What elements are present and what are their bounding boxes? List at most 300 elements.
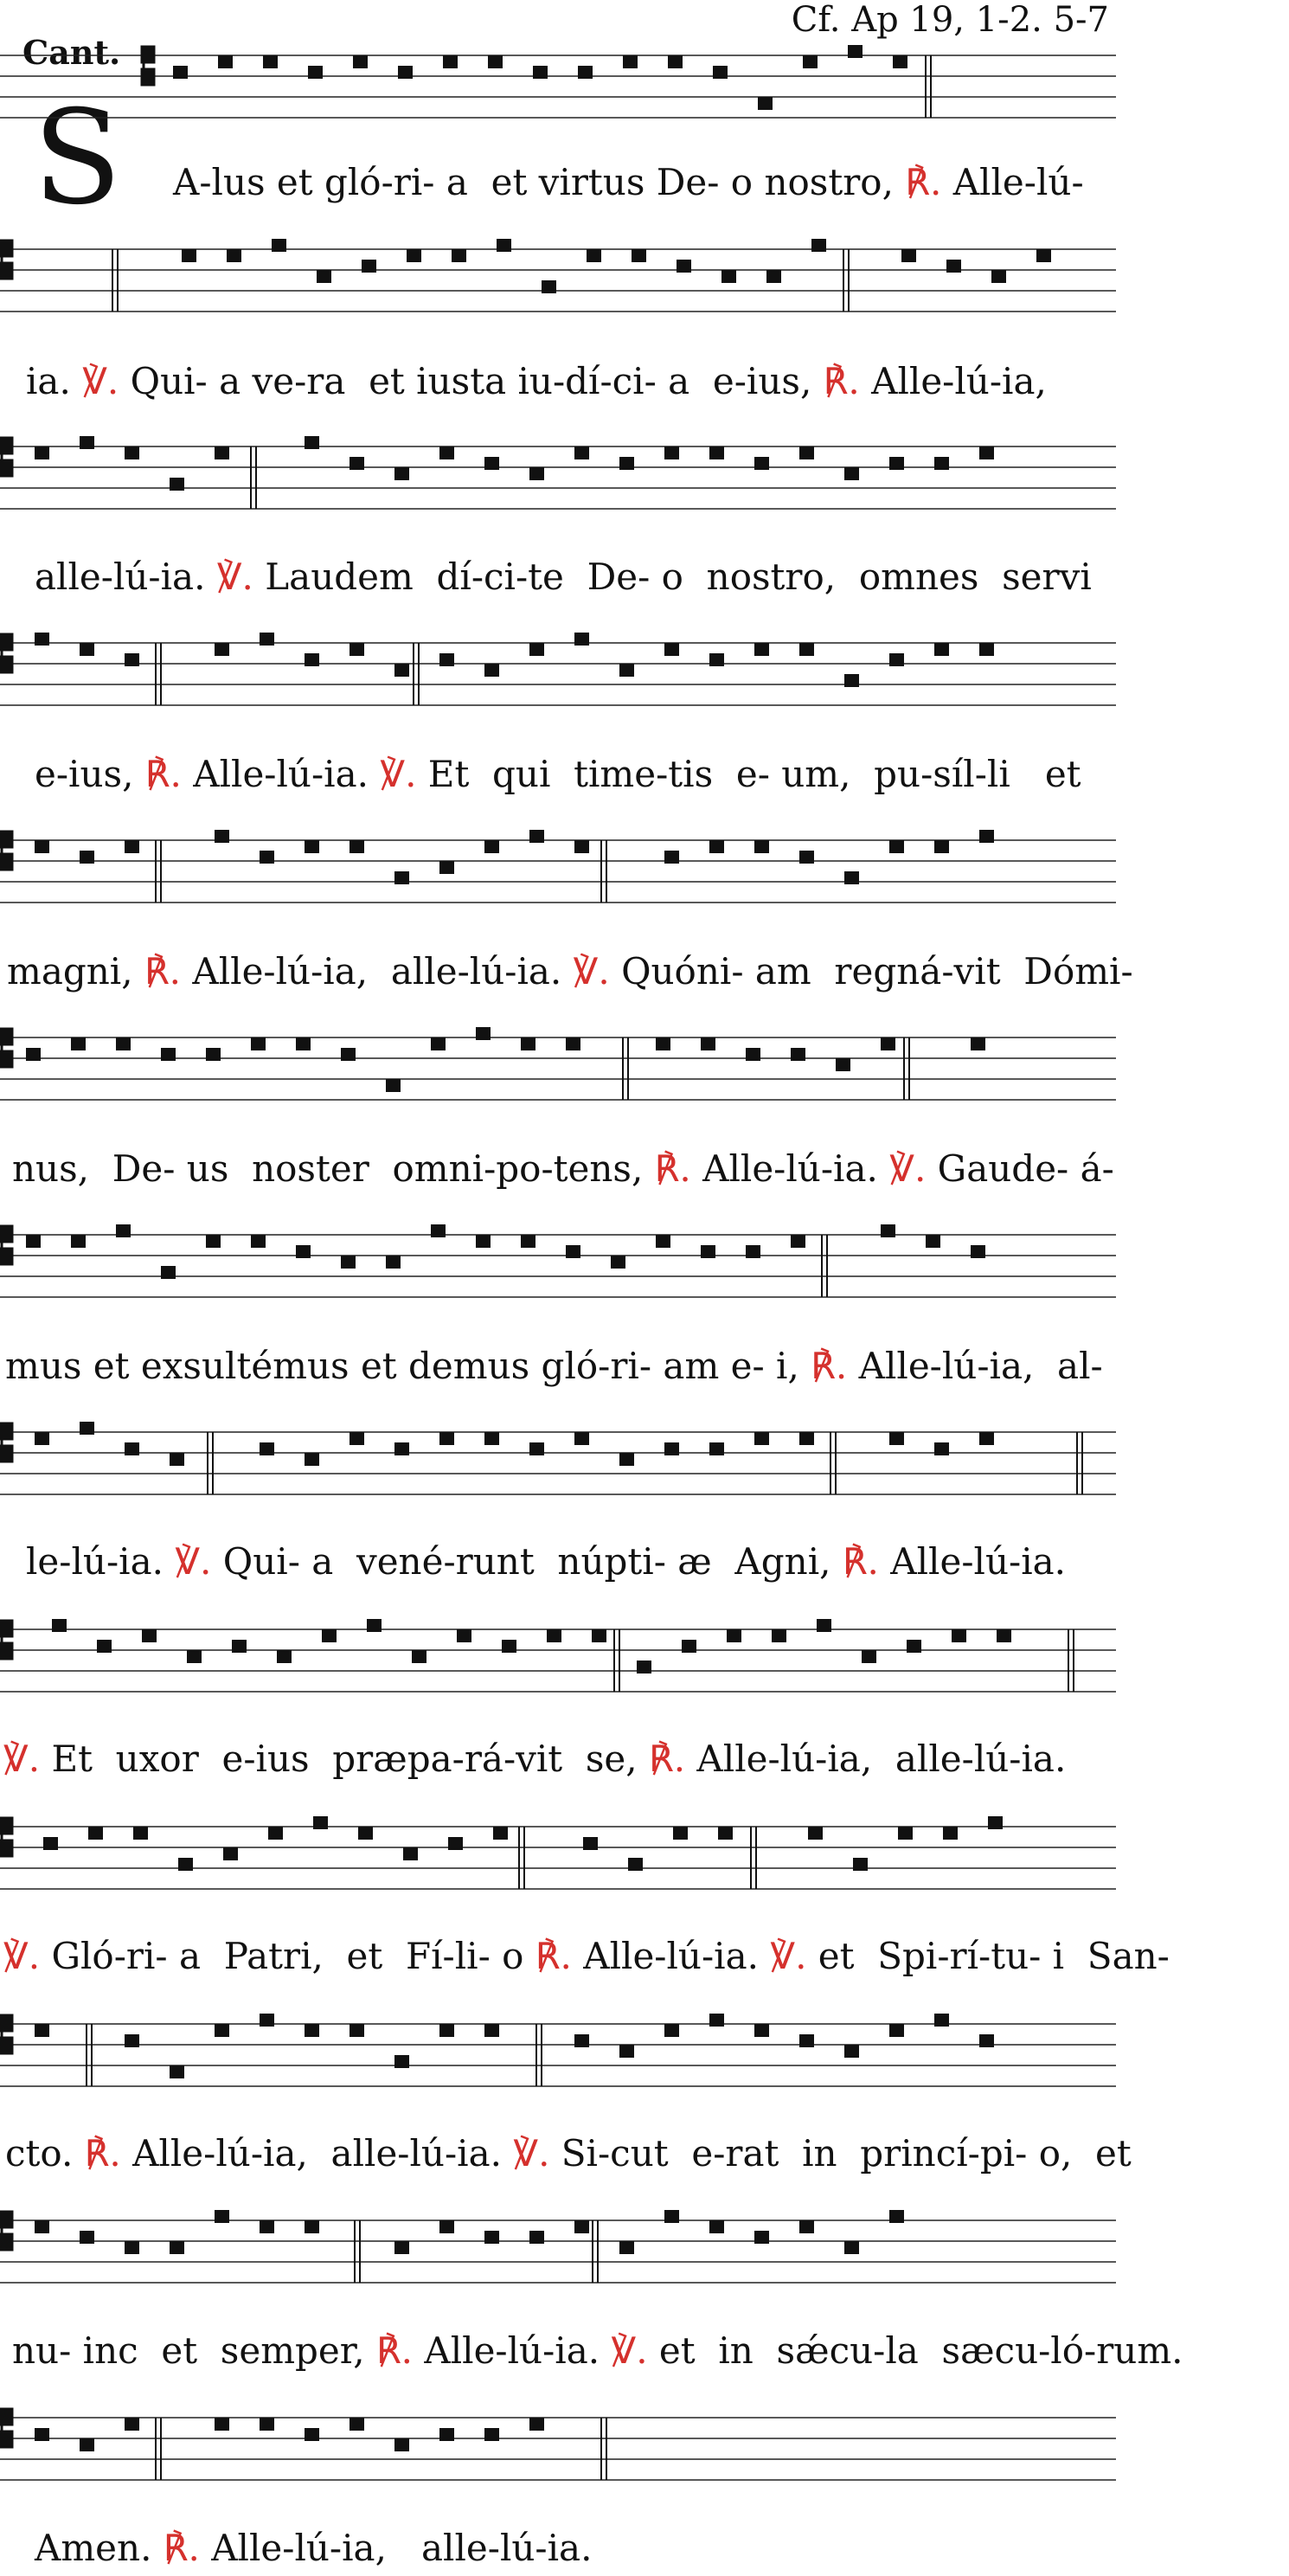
neume	[125, 2418, 139, 2431]
neume	[926, 1235, 940, 1248]
lyric-text: le-lú-ia.	[26, 1540, 176, 1583]
neume	[592, 1629, 606, 1642]
neume	[754, 643, 769, 656]
neume	[746, 1245, 760, 1258]
lyric-line	[0, 2527, 1151, 2569]
neume	[682, 1640, 696, 1653]
staff-row	[0, 215, 1116, 322]
neume	[799, 446, 814, 459]
neume	[799, 851, 814, 864]
neume	[718, 1827, 733, 1840]
rubric-marker: ℣.	[573, 950, 610, 992]
neume	[889, 2024, 904, 2037]
neume	[350, 2024, 364, 2037]
neume	[656, 1235, 670, 1248]
rubric-marker: ℣.	[611, 2329, 648, 2372]
c-clef-icon	[0, 1621, 12, 1659]
neume	[889, 457, 904, 470]
neume	[173, 66, 188, 79]
lyric-text: et in sǽcu-la sæcu-ló-rum.	[647, 2329, 1183, 2372]
lyric-text: Alle-lú-ia.	[878, 1540, 1067, 1583]
neume	[766, 270, 781, 283]
neume	[263, 55, 278, 68]
lyric-line	[0, 161, 1289, 203]
neume	[125, 840, 139, 853]
neume	[313, 1816, 328, 1829]
neume	[394, 2438, 409, 2451]
rubric-marker: ℣.	[889, 1147, 927, 1190]
neume	[412, 1650, 426, 1663]
neume	[35, 2220, 49, 2233]
neume	[484, 2428, 499, 2441]
neume	[125, 1442, 139, 1455]
neume	[223, 1847, 238, 1860]
neume	[182, 249, 196, 262]
lyric-text: Et qui time-tis e- um, pu-síl-li et	[416, 753, 1081, 795]
rubric-marker: ℣.	[175, 1540, 212, 1583]
neume	[799, 2220, 814, 2233]
neume	[296, 1245, 311, 1258]
neume	[403, 1847, 418, 1860]
neume	[260, 851, 274, 864]
neume	[443, 55, 458, 68]
neume	[971, 1245, 985, 1258]
c-clef-icon	[0, 1029, 12, 1067]
neume	[848, 45, 863, 58]
neume	[398, 66, 413, 79]
neume	[215, 830, 229, 843]
rubric-marker: ℟.	[823, 360, 860, 402]
neume	[529, 1442, 544, 1455]
lyric-text: alle-lú-ia.	[35, 556, 217, 598]
neume	[431, 1037, 446, 1050]
neume	[844, 467, 859, 480]
neume	[457, 1629, 471, 1642]
neume	[35, 446, 49, 459]
neume	[574, 2034, 589, 2047]
neume	[251, 1235, 266, 1248]
neume	[497, 239, 511, 252]
neume	[709, 446, 724, 459]
neume	[71, 1037, 86, 1050]
neume	[547, 1629, 561, 1642]
neume	[80, 2438, 94, 2451]
neume	[664, 2210, 679, 2223]
neume	[260, 633, 274, 646]
neume	[80, 643, 94, 656]
rubric-marker: ℣.	[3, 1935, 41, 1977]
neume	[721, 270, 736, 283]
neume	[542, 280, 556, 293]
neume	[529, 467, 544, 480]
neume	[979, 446, 994, 459]
neume	[439, 653, 454, 666]
neume	[791, 1048, 805, 1061]
neume	[35, 2024, 49, 2037]
staff-lines	[0, 608, 1116, 716]
neume	[439, 1432, 454, 1445]
lyric-text: Alle-lú-ia, alle-lú-ia.	[199, 2527, 593, 2569]
neume	[260, 2220, 274, 2233]
neume	[979, 1432, 994, 1445]
neume	[574, 446, 589, 459]
neume	[619, 664, 634, 677]
neume	[350, 2418, 364, 2431]
neume	[656, 1037, 670, 1050]
rubric-marker: ℟.	[905, 161, 942, 203]
neume	[529, 2418, 544, 2431]
neume	[305, 2024, 319, 2037]
rubric-marker: ℟.	[842, 1540, 879, 1583]
rubric-marker: ℣.	[82, 360, 119, 402]
neume	[484, 1432, 499, 1445]
neume	[901, 249, 916, 262]
neume	[668, 55, 683, 68]
neume	[215, 643, 229, 656]
lyric-text: Alle-lú-ia, alle-lú-ia.	[181, 950, 574, 992]
neume	[1036, 249, 1051, 262]
neume	[353, 55, 368, 68]
neume	[394, 467, 409, 480]
neume	[889, 840, 904, 853]
neume	[889, 653, 904, 666]
neume	[673, 1827, 688, 1840]
lyric-text: Gló-ri- a Patri, et Fí-li- o	[40, 1935, 535, 1977]
neume	[386, 1079, 401, 1092]
neume	[431, 1224, 446, 1237]
neume	[125, 446, 139, 459]
lyric-text: cto.	[5, 2132, 85, 2175]
lyric-text: e-ius,	[35, 753, 145, 795]
neume	[341, 1048, 356, 1061]
neume	[997, 1629, 1011, 1642]
lyric-line	[0, 1935, 1170, 1977]
neume	[991, 270, 1006, 283]
source-reference: Cf. Ap 19, 1-2. 5-7	[791, 0, 1109, 40]
neume	[178, 1858, 193, 1871]
neume	[476, 1027, 491, 1040]
neume	[979, 830, 994, 843]
neume	[161, 1266, 176, 1279]
neume	[206, 1048, 221, 1061]
staff-row	[0, 2186, 1116, 2293]
neume	[170, 478, 184, 491]
neume	[574, 840, 589, 853]
neume	[305, 2220, 319, 2233]
neume	[799, 1432, 814, 1445]
neume	[439, 2024, 454, 2037]
neume	[215, 446, 229, 459]
neume	[844, 2241, 859, 2254]
staff-row	[0, 608, 1116, 716]
staff-lines	[0, 2383, 1116, 2490]
neume	[484, 664, 499, 677]
neume	[934, 457, 949, 470]
staff-lines	[0, 1595, 1116, 1702]
neume	[218, 55, 233, 68]
neume	[439, 446, 454, 459]
rubric-marker: ℣.	[3, 1738, 41, 1780]
neume	[170, 1453, 184, 1466]
staff-lines	[0, 2186, 1116, 2293]
neume	[394, 664, 409, 677]
neume	[125, 2034, 139, 2047]
lyric-text: Alle-lú-	[941, 161, 1084, 203]
c-clef-icon	[0, 832, 12, 870]
c-clef-icon	[0, 2015, 12, 2053]
neume	[754, 1432, 769, 1445]
neume	[574, 633, 589, 646]
lyric-text: et Spi-rí-tu- i San-	[806, 1935, 1170, 1977]
neume	[476, 1235, 491, 1248]
neume	[35, 2428, 49, 2441]
staff-row	[0, 2383, 1116, 2490]
neume	[529, 2231, 544, 2244]
lyric-line	[0, 1540, 1142, 1583]
neume	[268, 1827, 283, 1840]
c-clef-icon	[0, 1423, 12, 1461]
neume	[305, 840, 319, 853]
neume	[709, 2220, 724, 2233]
neume	[979, 2034, 994, 2047]
neume	[619, 1453, 634, 1466]
neume	[35, 633, 49, 646]
neume	[80, 2231, 94, 2244]
staff-lines	[0, 1792, 1116, 1899]
neume	[350, 840, 364, 853]
neume	[943, 1827, 958, 1840]
neume	[677, 260, 691, 273]
neume	[881, 1224, 895, 1237]
neume	[934, 1442, 949, 1455]
neume	[907, 1640, 921, 1653]
staff-lines	[0, 1397, 1116, 1505]
neume	[215, 2418, 229, 2431]
neume	[574, 1432, 589, 1445]
lyric-line	[0, 360, 1142, 402]
neume	[637, 1661, 651, 1673]
neume	[80, 851, 94, 864]
lyric-text: Laudem dí-ci-te De- o nostro, omnes servi	[253, 556, 1092, 598]
neume	[305, 436, 319, 449]
neume	[350, 1432, 364, 1445]
neume	[170, 2065, 184, 2078]
c-clef-icon	[0, 2409, 12, 2447]
lyric-text: Quóni- am regná-vit Dómi-	[609, 950, 1133, 992]
neume	[80, 436, 94, 449]
neume	[277, 1650, 292, 1663]
lyric-line	[0, 1147, 1128, 1190]
neume	[448, 1837, 463, 1850]
staff-row	[0, 1003, 1116, 1110]
rubric-marker: ℟.	[144, 753, 182, 795]
neume	[308, 66, 323, 79]
neume	[452, 249, 466, 262]
neume	[844, 2045, 859, 2058]
neume	[125, 2241, 139, 2254]
neume	[170, 2241, 184, 2254]
neume	[386, 1256, 401, 1269]
lyric-text: ia.	[26, 360, 83, 402]
neume	[484, 840, 499, 853]
neume	[754, 2231, 769, 2244]
neume	[439, 2428, 454, 2441]
neume	[215, 2024, 229, 2037]
lyric-text: Alle-lú-ia.	[690, 1147, 890, 1190]
neume	[713, 66, 728, 79]
rubric-marker: ℣.	[380, 753, 417, 795]
lyric-text: Alle-lú-ia.	[413, 2329, 612, 2372]
staff-row	[0, 1989, 1116, 2097]
lyric-text: Alle-lú-ia,	[859, 360, 1047, 402]
lyric-text: nus, De- us noster omni-po-tens,	[12, 1147, 655, 1190]
neume	[521, 1235, 535, 1248]
c-clef-icon	[0, 2212, 12, 2250]
staff-row	[0, 1595, 1116, 1702]
neume	[394, 2055, 409, 2068]
neume	[701, 1245, 715, 1258]
neume	[142, 1629, 157, 1642]
lyric-text: Alle-lú-ia.	[571, 1935, 771, 1977]
neume	[394, 1442, 409, 1455]
neume	[811, 239, 826, 252]
lyric-text: A-lus et gló-ri- a et virtus De- o nostro,	[173, 161, 906, 203]
neume	[305, 1453, 319, 1466]
neume	[439, 2220, 454, 2233]
neume	[754, 840, 769, 853]
neume	[305, 653, 319, 666]
lyric-text: magni,	[7, 950, 144, 992]
rubric-marker: ℣.	[513, 2132, 550, 2175]
neume	[791, 1235, 805, 1248]
neume	[358, 1827, 373, 1840]
neume	[97, 1640, 112, 1653]
neume	[758, 97, 773, 110]
neume	[893, 55, 907, 68]
neume	[946, 260, 961, 273]
neume	[772, 1629, 786, 1642]
neume	[187, 1650, 202, 1663]
neume	[574, 2220, 589, 2233]
c-clef-icon	[142, 47, 154, 85]
neume	[881, 1037, 895, 1050]
rubric-marker: ℟.	[163, 2527, 200, 2569]
neume	[529, 830, 544, 843]
staff-row	[0, 1397, 1116, 1505]
neume	[407, 249, 421, 262]
lyric-line	[0, 2132, 1132, 2175]
neume	[566, 1245, 580, 1258]
lyric-text: Alle-lú-ia.	[181, 753, 381, 795]
neume	[296, 1037, 311, 1050]
neume	[533, 66, 548, 79]
neume	[979, 643, 994, 656]
staff-row	[0, 412, 1116, 519]
neume	[43, 1837, 58, 1850]
staff-lines	[0, 1003, 1116, 1110]
neume	[889, 1432, 904, 1445]
neume	[664, 2024, 679, 2037]
neume	[566, 1037, 580, 1050]
lyric-line	[0, 1345, 1121, 1387]
neume	[844, 871, 859, 884]
neume	[934, 2014, 949, 2027]
neume	[35, 1432, 49, 1445]
neume	[125, 653, 139, 666]
neume	[611, 1256, 625, 1269]
staff-lines	[0, 21, 1116, 128]
rubric-marker: ℟.	[811, 1345, 848, 1387]
neume	[206, 1235, 221, 1248]
neume	[664, 1442, 679, 1455]
neume	[664, 446, 679, 459]
neume	[521, 1037, 535, 1050]
neume	[952, 1629, 966, 1642]
lyric-line	[0, 1738, 1119, 1780]
neume	[934, 840, 949, 853]
initial-letter: S	[33, 83, 122, 234]
neume	[71, 1235, 86, 1248]
neume	[587, 249, 601, 262]
lyric-text: Gaude- á-	[926, 1147, 1114, 1190]
neume	[799, 643, 814, 656]
lyric-line	[0, 2329, 1183, 2372]
neume	[727, 1629, 741, 1642]
neume	[26, 1235, 41, 1248]
neume	[484, 2024, 499, 2037]
c-clef-icon	[0, 1818, 12, 1856]
neume	[116, 1224, 131, 1237]
neume	[232, 1640, 247, 1653]
neume	[215, 2210, 229, 2223]
neume	[52, 1619, 67, 1632]
rubric-marker: ℟.	[144, 950, 182, 992]
rubric-marker: ℟.	[654, 1147, 691, 1190]
staff-lines	[0, 806, 1116, 913]
neume	[484, 2231, 499, 2244]
staff-row	[0, 1792, 1116, 1899]
neume	[88, 1827, 103, 1840]
lyric-text: Amen.	[35, 2527, 164, 2569]
neume	[803, 55, 818, 68]
staff-lines	[0, 1200, 1116, 1307]
neume	[367, 1619, 382, 1632]
neume	[260, 2418, 274, 2431]
neume	[305, 2428, 319, 2441]
neume	[35, 840, 49, 853]
staff-row	[0, 1200, 1116, 1307]
neume	[664, 851, 679, 864]
neume	[362, 260, 376, 273]
lyric-text: Alle-lú-ia, alle-lú-ia.	[120, 2132, 514, 2175]
neume	[272, 239, 286, 252]
neume	[709, 840, 724, 853]
neume	[578, 66, 593, 79]
lyric-text: Qui- a vené-runt núpti- æ Agni,	[211, 1540, 843, 1583]
neume	[701, 1037, 715, 1050]
neume	[439, 861, 454, 874]
neume	[844, 674, 859, 687]
staff-lines	[0, 1989, 1116, 2097]
staff-row	[0, 21, 1116, 128]
neume	[251, 1037, 266, 1050]
rubric-marker: ℣.	[216, 556, 253, 598]
rubric-marker: ℟.	[648, 1738, 686, 1780]
lyric-text: nu- inc et semper,	[12, 2329, 376, 2372]
staff-lines	[0, 412, 1116, 519]
lyric-text: Qui- a ve-ra et iusta iu-dí-ci- a e-ius,	[119, 360, 824, 402]
neume	[754, 457, 769, 470]
